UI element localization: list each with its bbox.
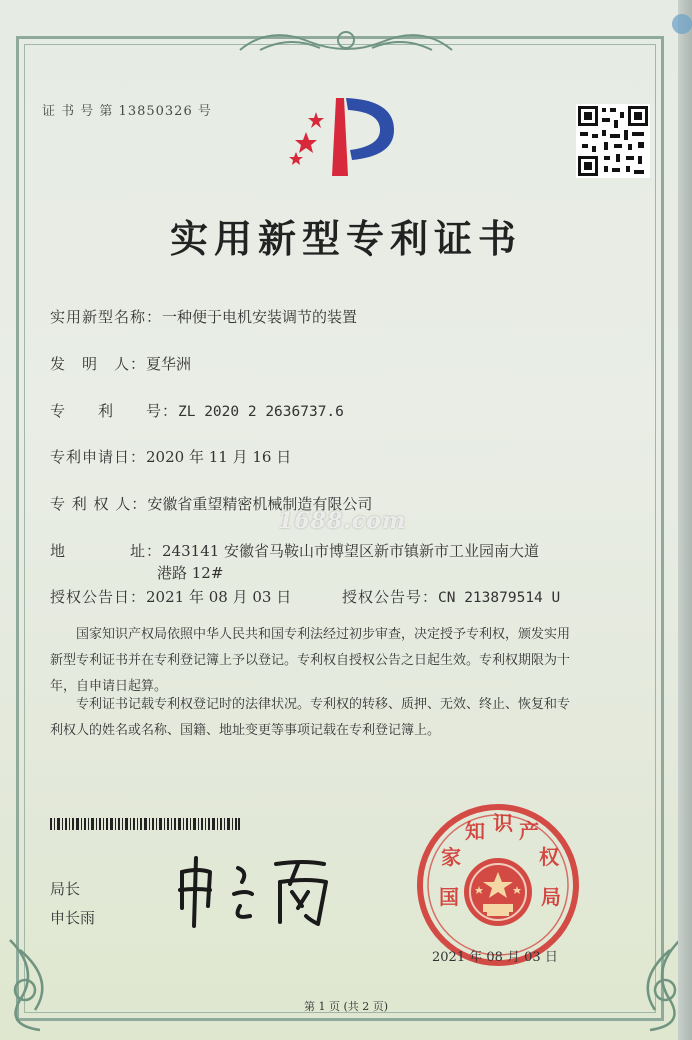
watermark: 1688.com <box>278 508 407 534</box>
address-value-line1: 243141 安徽省马鞍山市博望区新市镇新市工业园南大道 <box>162 542 540 560</box>
patent-number-value: ZL 2020 2 2636737.6 <box>178 404 344 420</box>
cnipa-logo <box>286 90 404 178</box>
statement-paragraph-2 <box>50 692 640 744</box>
application-date-row <box>50 446 291 467</box>
statement-p1-line3: 年，自申请日起算。 <box>50 679 168 694</box>
svg-text:识: 识 <box>493 811 513 835</box>
handwritten-signature <box>168 850 348 930</box>
qr-code <box>576 104 650 178</box>
inventor-label: 发 明 人： <box>50 355 147 373</box>
grant-number-value: CN 213879514 U <box>438 590 561 606</box>
address-row <box>50 540 539 561</box>
statement-p2-line2: 利权人的姓名或名称、国籍、地址变更等事项记载在专利登记簿上。 <box>50 723 441 738</box>
address-value-line2: 港路 12# <box>157 564 224 582</box>
grant-number-row <box>342 586 560 607</box>
svg-text:国: 国 <box>439 885 459 909</box>
certificate-number-label: 证 书 号 第 <box>42 104 114 119</box>
patentee-value: 安徽省重望精密机械制造有限公司 <box>147 495 373 513</box>
certificate-number-suffix: 号 <box>197 104 212 119</box>
seal-date: 2021 年 08 月 03 日 <box>432 950 558 965</box>
utility-model-name-label: 实用新型名称： <box>50 308 163 326</box>
grant-date-value: 2021 年 08 月 03 日 <box>146 588 292 606</box>
application-date-label: 专利申请日： <box>50 448 147 466</box>
signatory-title: 局长 <box>50 880 81 898</box>
grant-date-label: 授权公告日： <box>50 588 147 606</box>
utility-model-name-value: 一种便于电机安装调节的装置 <box>162 308 358 326</box>
address-label: 地 址： <box>50 542 163 560</box>
svg-text:局: 局 <box>541 885 561 909</box>
signatory-name: 申长雨 <box>50 909 96 927</box>
official-seal <box>413 800 583 970</box>
patentee-label: 专 利 权 人： <box>50 495 148 513</box>
grant-date-row <box>50 586 291 607</box>
statement-paragraph-1 <box>50 622 640 700</box>
corner-ornament-bl <box>0 930 80 1040</box>
svg-text:知: 知 <box>465 819 485 843</box>
patent-number-row <box>50 400 344 421</box>
certificate-number-value: 13850326 <box>118 104 193 119</box>
corner-dot <box>672 14 692 34</box>
statement-p1-line2: 新型专利证书并在专利登记簿上予以登记。专利权自授权公告之日起生效。专利权期限为十 <box>50 653 571 668</box>
grant-number-label: 授权公告号： <box>342 588 439 606</box>
patent-number-label: 专 利 号： <box>50 402 179 420</box>
page-edge <box>678 0 692 1040</box>
statement-p2-line1: 专利证书记载专利权登记时的法律状况。专利权的转移、质押、无效、终止、恢复和专 <box>76 697 571 712</box>
top-ornament <box>230 20 462 60</box>
inventor-row <box>50 353 191 374</box>
application-date-value: 2020 年 11 月 16 日 <box>146 448 292 466</box>
certificate-number <box>42 100 212 119</box>
utility-model-name-row <box>50 306 357 327</box>
svg-text:产: 产 <box>519 819 539 843</box>
svg-text:权: 权 <box>539 845 559 869</box>
certificate-title: 实用新型专利证书 <box>169 216 522 261</box>
barcode <box>50 818 240 830</box>
inventor-value: 夏华洲 <box>146 355 192 373</box>
svg-text:家: 家 <box>441 845 461 869</box>
statement-p1-line1: 国家知识产权局依照中华人民共和国专利法经过初步审查，决定授予专利权，颁发实用 <box>76 627 571 642</box>
page-number: 第 1 页 (共 2 页) <box>303 1000 389 1013</box>
